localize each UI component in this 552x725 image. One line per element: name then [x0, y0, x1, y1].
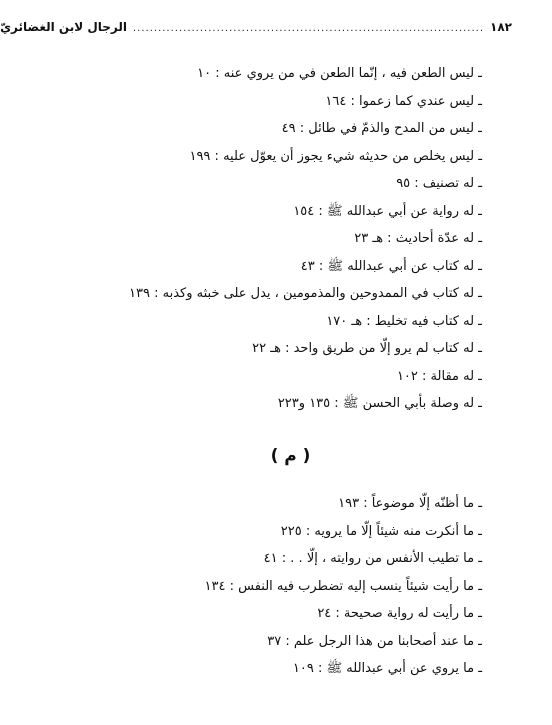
index-entry: ـ ليس الطعن فيه ، إنّما الطعن في من يروي عنه : ١٠ — [197, 66, 482, 81]
page-number: ١٨٢ — [490, 20, 512, 34]
index-entry: ـ ليس يخلص من حديثه شيء يجوز أن يعوّل عليه : ١٩٩ — [189, 148, 482, 164]
index-entry: ـ له كتاب لم يرو إلّا من طريق واحد : هـ ٢٢ — [252, 341, 482, 356]
index-entry: ـ له كتاب عن أبي عبدالله ﷺ : ٤٣ — [300, 258, 482, 274]
index-list-mim — [59, 490, 482, 683]
page-header — [0, 20, 512, 38]
index-entry: ـ له مقالة : ١٠٢ — [396, 368, 482, 384]
index-entry: ـ له وصلة بأبي الحسن ﷺ : ١٣٥ و٢٢٣ — [277, 396, 482, 411]
index-entry: ـ ما رأيت شيئاً ينسب إليه تضطرب فيه النفس : ١٣٤ — [204, 578, 482, 594]
index-entry: ـ ما أظنّه إلّا موضوعاً : ١٩٣ — [338, 496, 482, 511]
section-heading-mim: ( م ) — [270, 446, 311, 466]
running-title: الرجال لابن الغضائريّ — [0, 20, 127, 34]
index-entry: ـ له رواية عن أبي عبدالله ﷺ : ١٥٤ — [293, 203, 482, 219]
index-entry: ـ ليس من المدح والذمّ في طائل : ٤٩ — [281, 121, 482, 136]
index-entry: ـ ما تطيب الأنفس من روايته ، إلّا . . : ٤١ — [263, 551, 482, 566]
index-entry: ـ له كتاب فيه تخليط : هـ ١٧٠ — [326, 313, 482, 329]
index-entry: ـ ما رأيت له رواية صحيحة : ٢٤ — [317, 606, 482, 621]
index-entry: ـ ما أنكرت منه شيئاً إلّا ما يرويه : ٢٢٥ — [280, 523, 482, 539]
index-entry: ـ ليس عندي كما زعموا : ١٦٤ — [325, 93, 482, 109]
index-entry: ـ له تصنيف : ٩٥ — [396, 176, 482, 191]
header-leader-dots: .................................................................................... — [133, 23, 485, 34]
index-list-lam — [59, 60, 482, 418]
index-entry: ـ له عدّة أحاديث : هـ ٢٣ — [354, 231, 482, 246]
index-entry: ـ ما عند أصحابنا من هذا الرجل علم : ٣٧ — [267, 633, 482, 649]
index-entry: ـ ما يروي عن أبي عبدالله ﷺ : ١٠٩ — [292, 661, 482, 676]
index-entry: ـ له كتاب في الممدوحين والمذمومين ، يدل على خبثه وكذبه : ١٣٩ — [129, 286, 482, 301]
